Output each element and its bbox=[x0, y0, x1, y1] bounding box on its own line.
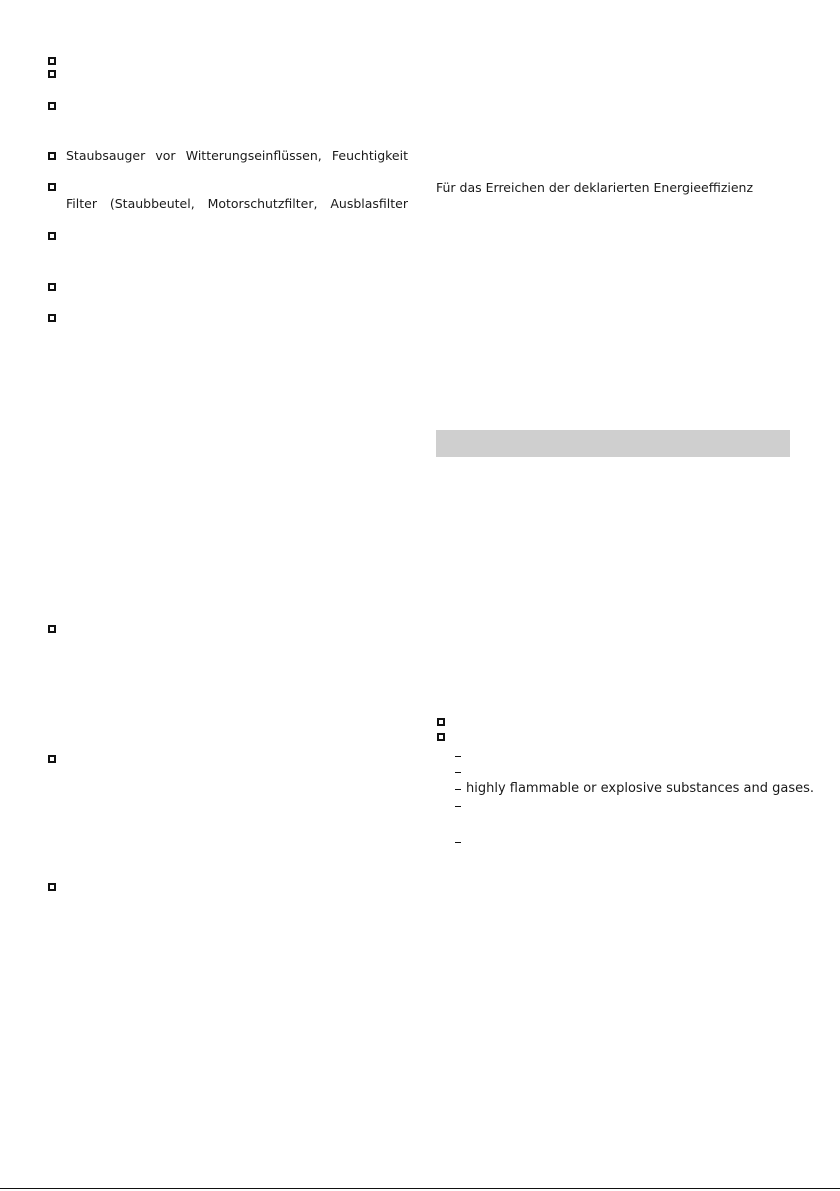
dash-marker bbox=[455, 806, 461, 807]
bullet-marker bbox=[48, 183, 56, 191]
bullet-marker bbox=[437, 733, 445, 741]
staubsauger-line bbox=[66, 148, 408, 164]
bullet-marker bbox=[48, 625, 56, 633]
word: Motorschutzfilter, bbox=[207, 196, 318, 211]
word: Witterungseinflüssen, bbox=[185, 148, 322, 163]
dash-marker bbox=[455, 789, 461, 790]
word: Feuchtigkeit bbox=[331, 148, 408, 163]
word: Ausblasfilter bbox=[330, 196, 408, 211]
bullet-marker bbox=[48, 283, 56, 291]
section-header-bar bbox=[436, 430, 790, 457]
bullet-marker bbox=[48, 755, 56, 763]
bullet-marker bbox=[48, 883, 56, 891]
bullet-marker bbox=[437, 718, 445, 726]
bullet-marker bbox=[48, 314, 56, 322]
flammable-line: highly flammable or explosive substances and gases. bbox=[466, 781, 815, 796]
bullet-marker bbox=[48, 232, 56, 240]
filter-line bbox=[66, 196, 408, 212]
dash-marker bbox=[455, 842, 461, 843]
bullet-marker bbox=[48, 152, 56, 160]
bottom-rule bbox=[0, 1188, 840, 1189]
bullet-marker bbox=[48, 70, 56, 78]
dash-marker bbox=[455, 756, 461, 757]
dash-marker bbox=[455, 772, 461, 773]
energy-efficiency-line: Für das Erreichen der deklarierten Energieeffizienz bbox=[436, 180, 754, 195]
word: (Staubbeutel, bbox=[109, 196, 195, 211]
word: Filter bbox=[66, 196, 97, 211]
word: Staubsauger bbox=[66, 148, 146, 163]
word: vor bbox=[155, 148, 176, 163]
bullet-marker bbox=[48, 102, 56, 110]
bullet-marker bbox=[48, 57, 56, 65]
